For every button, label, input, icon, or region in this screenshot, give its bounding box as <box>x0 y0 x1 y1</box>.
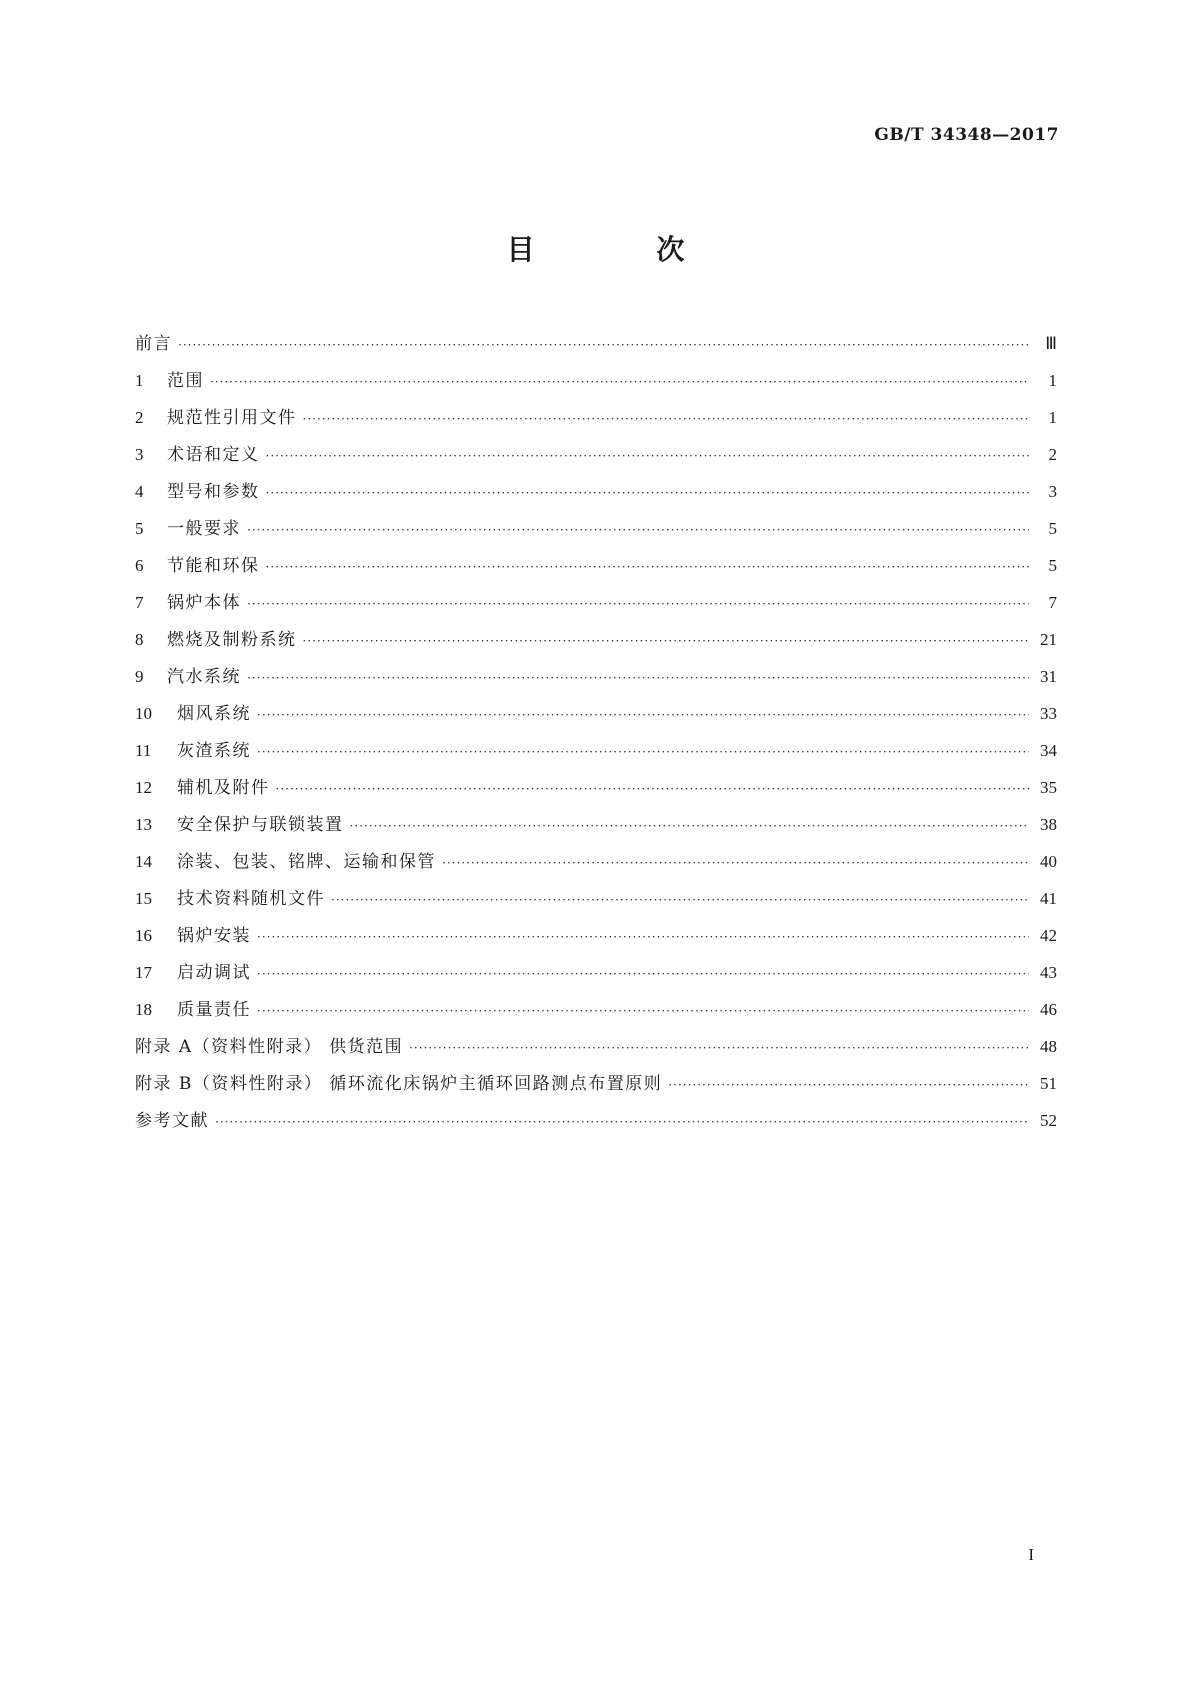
toc-dot-leader <box>350 808 1030 845</box>
toc-entry-label: 范围 <box>167 371 204 391</box>
toc-entry-4[interactable] <box>135 473 1057 510</box>
toc-entry-18[interactable] <box>135 991 1057 1028</box>
toc-entry-6[interactable] <box>135 547 1057 584</box>
toc-entry-number: 7 <box>135 593 144 612</box>
toc-entry-page: 1 <box>1048 408 1057 427</box>
toc-entry-label: 质量责任 <box>177 1000 251 1020</box>
toc-entry-page: 31 <box>1040 667 1057 686</box>
toc-dot-leader <box>257 734 1029 771</box>
toc-entry-page: 34 <box>1040 741 1057 760</box>
toc-dot-leader <box>247 586 1029 623</box>
page-number: I <box>1028 1545 1034 1564</box>
toc-entry-number: 4 <box>135 482 144 501</box>
toc-entry-1[interactable] <box>135 362 1057 399</box>
toc-entry-label: 涂装、包装、铭牌、运输和保管 <box>177 852 436 872</box>
toc-entry-label: 附录 B（资料性附录） 循环流化床锅炉主循环回路测点布置原则 <box>135 1074 663 1094</box>
toc-entry-label: 技术资料随机文件 <box>177 889 325 909</box>
toc-entry-page: 5 <box>1048 519 1057 538</box>
toc-entry-label: 规范性引用文件 <box>167 408 297 428</box>
toc-dot-leader <box>409 1030 1029 1067</box>
toc-dot-leader <box>257 993 1029 1030</box>
toc-entry-number: 14 <box>135 852 152 871</box>
toc-entry-label: 燃烧及制粉系统 <box>167 630 297 650</box>
toc-entry-label: 一般要求 <box>167 519 241 539</box>
toc-entry-label: 锅炉本体 <box>167 593 241 613</box>
toc-entry-label: 辅机及附件 <box>177 778 270 798</box>
toc-dot-leader <box>303 623 1030 660</box>
toc-dot-leader <box>442 845 1029 882</box>
toc-entry-number: 8 <box>135 630 144 649</box>
toc-entry-number: 1 <box>135 371 144 390</box>
toc-entry-label: 参考文献 <box>135 1111 209 1131</box>
toc-entry-page: 7 <box>1048 593 1057 612</box>
toc-entry-label: 型号和参数 <box>167 482 260 502</box>
table-of-contents <box>135 325 1057 1139</box>
toc-dot-leader <box>266 438 1030 475</box>
toc-entry-number: 2 <box>135 408 144 427</box>
toc-entry-page: 21 <box>1040 630 1057 649</box>
toc-dot-leader <box>210 364 1029 401</box>
toc-dot-leader <box>303 401 1030 438</box>
toc-entry-label: 启动调试 <box>177 963 251 983</box>
toc-entry-page: 35 <box>1040 778 1057 797</box>
toc-entry-number: 11 <box>135 741 152 760</box>
toc-dot-leader <box>247 512 1029 549</box>
toc-dot-leader <box>215 1104 1029 1141</box>
toc-entry-page: 48 <box>1040 1037 1057 1056</box>
toc-entry-number: 12 <box>135 778 152 797</box>
toc-entry-14[interactable] <box>135 843 1057 880</box>
toc-entry-15[interactable] <box>135 880 1057 917</box>
toc-entry-page: 33 <box>1040 704 1057 723</box>
toc-entry-label: 节能和环保 <box>167 556 260 576</box>
toc-entry-references[interactable] <box>135 1102 1057 1139</box>
toc-entry-page: 41 <box>1040 889 1057 908</box>
toc-dot-leader <box>276 771 1030 808</box>
toc-entry-page: 1 <box>1048 371 1057 390</box>
toc-entry-page: 46 <box>1040 1000 1057 1019</box>
toc-entry-number: 18 <box>135 1000 152 1019</box>
toc-entry-label: 安全保护与联锁装置 <box>177 815 344 835</box>
toc-entry-7[interactable] <box>135 584 1057 621</box>
toc-entry-5[interactable] <box>135 510 1057 547</box>
toc-entry-12[interactable] <box>135 769 1057 806</box>
toc-dot-leader <box>668 1067 1029 1104</box>
toc-entry-page: 2 <box>1048 445 1057 464</box>
toc-entry-9[interactable] <box>135 658 1057 695</box>
toc-entry-appendix-b[interactable] <box>135 1065 1057 1102</box>
toc-dot-leader <box>247 660 1029 697</box>
toc-dot-leader <box>266 475 1030 512</box>
toc-dot-leader <box>257 697 1029 734</box>
toc-entry-label: 锅炉安装 <box>177 926 251 946</box>
toc-entry-page: 5 <box>1048 556 1057 575</box>
toc-entry-number: 17 <box>135 963 152 982</box>
toc-entry-11[interactable] <box>135 732 1057 769</box>
toc-dot-leader <box>257 956 1029 993</box>
toc-entry-number: 9 <box>135 667 144 686</box>
toc-entry-2[interactable] <box>135 399 1057 436</box>
toc-dot-leader <box>266 549 1030 586</box>
toc-entry-label: 附录 A（资料性附录） 供货范围 <box>135 1037 404 1057</box>
toc-dot-leader <box>257 919 1029 956</box>
toc-entry-8[interactable] <box>135 621 1057 658</box>
toc-entry-label: 汽水系统 <box>167 667 241 687</box>
toc-entry-number: 3 <box>135 445 144 464</box>
standard-code: GB/T 34348—2017 <box>874 125 1059 145</box>
toc-entry-label: 术语和定义 <box>167 445 260 465</box>
toc-entry-page: 40 <box>1040 852 1057 871</box>
toc-entry-page: 38 <box>1040 815 1057 834</box>
toc-entry-number: 13 <box>135 815 152 834</box>
toc-dot-leader <box>178 327 1029 364</box>
toc-entry-page: 3 <box>1048 482 1057 501</box>
toc-entry-label: 灰渣系统 <box>177 741 251 761</box>
toc-entry-number: 16 <box>135 926 152 945</box>
toc-entry-page: 51 <box>1040 1074 1057 1093</box>
toc-title: 目 次 <box>506 233 741 266</box>
toc-entry-appendix-a[interactable] <box>135 1028 1057 1065</box>
toc-entry-17[interactable] <box>135 954 1057 991</box>
toc-entry-foreword[interactable] <box>135 325 1057 362</box>
toc-entry-3[interactable] <box>135 436 1057 473</box>
toc-entry-number: 5 <box>135 519 144 538</box>
toc-dot-leader <box>331 882 1029 919</box>
toc-entry-13[interactable] <box>135 806 1057 843</box>
toc-entry-number: 6 <box>135 556 144 575</box>
toc-entry-number: 15 <box>135 889 152 908</box>
toc-entry-page: 52 <box>1040 1111 1057 1130</box>
toc-entry-page: 42 <box>1040 926 1057 945</box>
toc-entry-number: 10 <box>135 704 152 723</box>
toc-entry-10[interactable] <box>135 695 1057 732</box>
toc-entry-label: 前言 <box>135 334 172 354</box>
toc-entry-page: Ⅲ <box>1045 334 1057 353</box>
toc-entry-16[interactable] <box>135 917 1057 954</box>
toc-entry-label: 烟风系统 <box>177 704 251 724</box>
toc-entry-page: 43 <box>1040 963 1057 982</box>
